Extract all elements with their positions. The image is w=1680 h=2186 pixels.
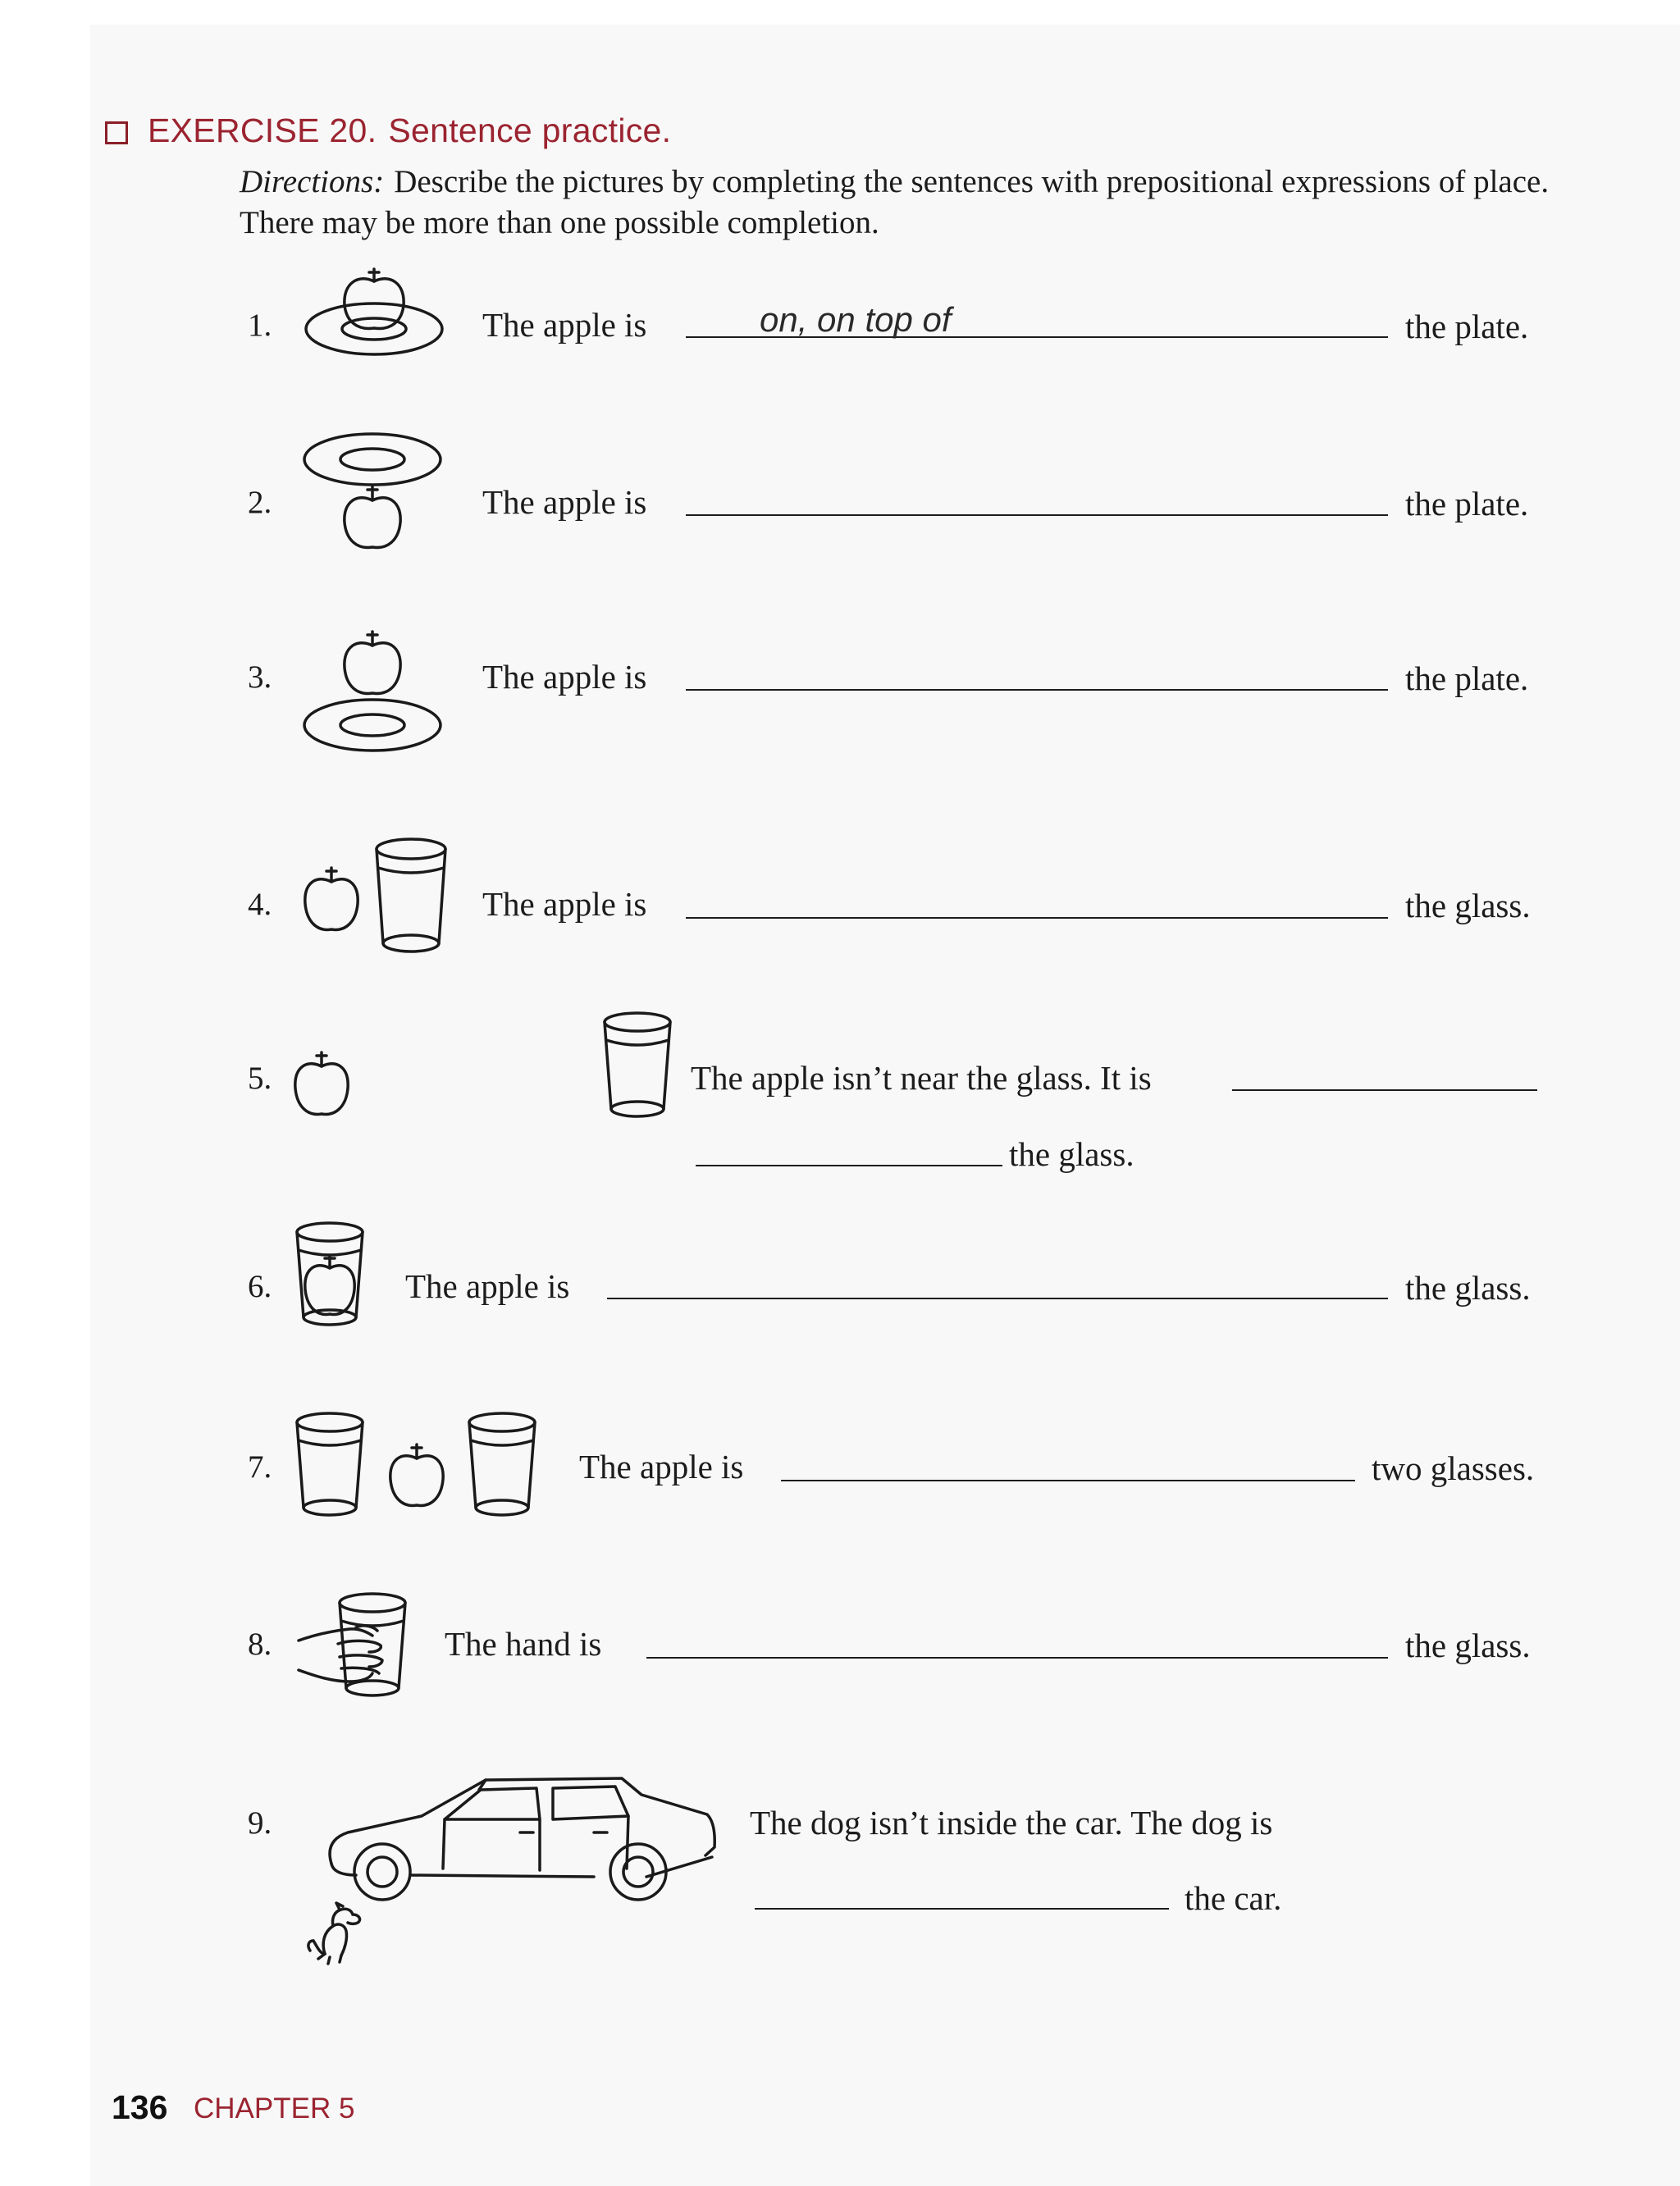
item-6-answer-blank[interactable] — [607, 1298, 1388, 1299]
item-3-sentence-start: The apple is — [482, 658, 647, 696]
item-4-answer-blank[interactable] — [686, 917, 1388, 919]
item-8-number: 8. — [248, 1627, 272, 1662]
item-7-sentence-end: two glasses. — [1372, 1449, 1535, 1487]
item-9-sentence-end: the car. — [1185, 1879, 1282, 1917]
item-2-sentence-end: the plate. — [1405, 485, 1529, 523]
item-6-sentence-start: The apple is — [405, 1267, 570, 1305]
item-9-number: 9. — [248, 1805, 272, 1841]
item-8-sentence-start: The hand is — [445, 1625, 602, 1663]
item-3-sentence-end: the plate. — [1405, 659, 1529, 697]
hand-around-glass-picture — [292, 1591, 415, 1702]
item-8-answer-blank[interactable] — [646, 1657, 1388, 1659]
apple-between-glasses-picture — [294, 1411, 540, 1517]
item-1-sentence-start: The apple is — [482, 306, 647, 344]
item-4-number: 4. — [248, 887, 272, 922]
item-6-sentence-end: the glass. — [1405, 1269, 1531, 1307]
directions-text: Describe the pictures by completing the sentences with prepositional expressions of place. There may be more than one possible completion. — [240, 164, 1550, 240]
item-5-sentence-end: the glass. — [1009, 1135, 1134, 1173]
item-3-number: 3. — [248, 659, 272, 695]
apple-next-to-glass-picture — [299, 837, 454, 968]
item-9-sentence-start: The dog isn’t inside the car. The dog is — [750, 1804, 1273, 1841]
item-4-sentence-start: The apple is — [482, 885, 647, 923]
apple-on-plate-picture — [302, 262, 450, 361]
item-7-sentence-start: The apple is — [579, 1448, 744, 1485]
item-1-sentence-end: the plate. — [1405, 308, 1529, 345]
directions — [240, 162, 1552, 244]
item-5-answer-blank-2[interactable] — [696, 1165, 1002, 1166]
item-2-sentence-start: The apple is — [482, 483, 647, 521]
item-6-number: 6. — [248, 1269, 272, 1304]
chapter-label: CHAPTER 5 — [194, 2092, 355, 2124]
item-9-answer-blank[interactable] — [755, 1908, 1169, 1910]
item-1-number: 1. — [248, 308, 272, 343]
item-4-sentence-end: the glass. — [1405, 887, 1531, 924]
item-7-answer-blank[interactable] — [781, 1480, 1355, 1481]
apple-in-glass-picture — [294, 1221, 368, 1327]
exercise-heading — [148, 112, 671, 150]
item-2-number: 2. — [248, 485, 272, 520]
item-1-sample-answer: on, on top of — [760, 300, 952, 339]
dog-outside-car-picture — [292, 1772, 719, 1977]
item-3-answer-blank[interactable] — [686, 689, 1388, 691]
item-5-answer-blank-1[interactable] — [1232, 1089, 1537, 1091]
exercise-title: Sentence practice. — [388, 112, 672, 149]
item-5-sentence-start: The apple isn’t near the glass. It is — [691, 1059, 1152, 1097]
directions-label: Directions: — [240, 164, 385, 199]
apple-picture — [289, 1048, 354, 1122]
apple-above-plate-picture — [299, 625, 446, 761]
item-7-number: 7. — [248, 1449, 272, 1485]
item-8-sentence-end: the glass. — [1405, 1627, 1531, 1664]
exercise-checkbox[interactable] — [105, 121, 128, 144]
exercise-number: EXERCISE 20. — [148, 112, 377, 149]
glass-picture — [601, 1011, 675, 1121]
item-2-answer-blank[interactable] — [686, 514, 1388, 516]
item-5-number: 5. — [248, 1061, 272, 1096]
page-number: 136 — [112, 2088, 168, 2126]
apple-under-plate-picture — [299, 430, 446, 561]
